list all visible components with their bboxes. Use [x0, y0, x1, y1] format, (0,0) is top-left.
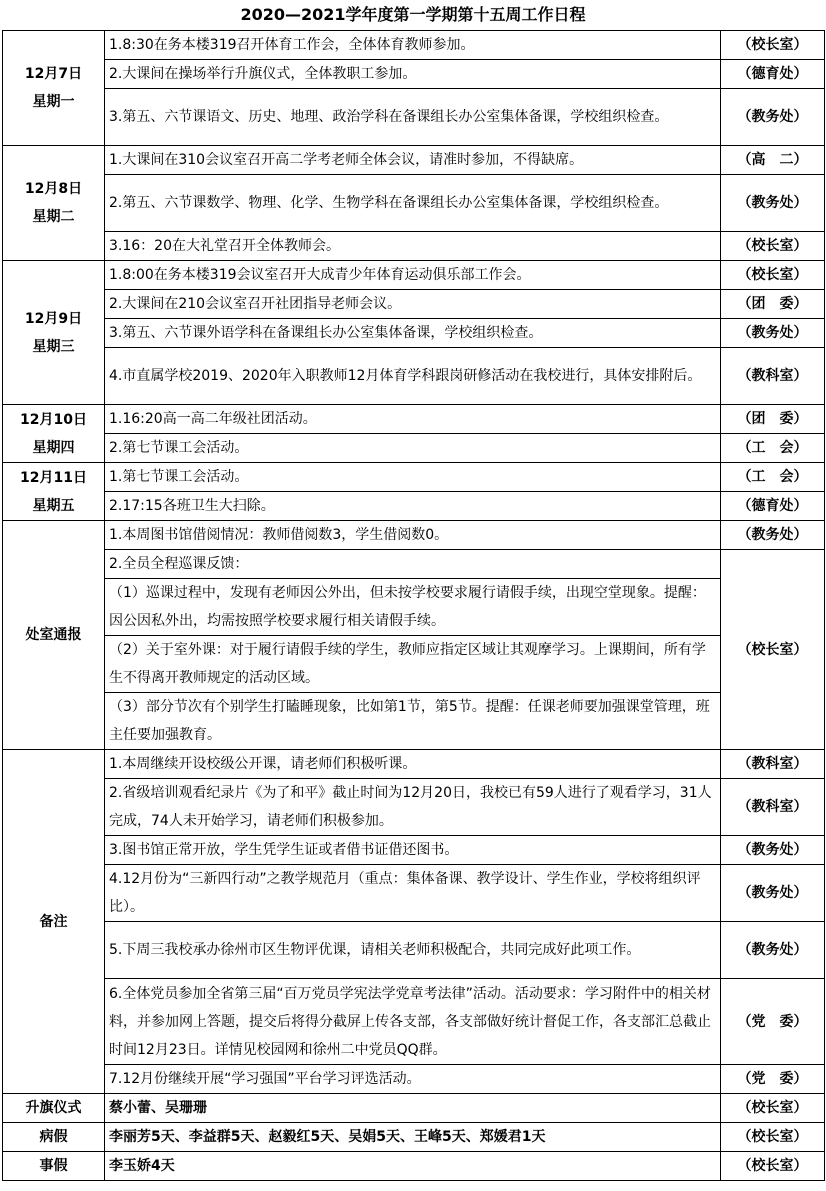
table-row [3, 232, 825, 261]
table-row [3, 89, 825, 146]
schedule-item: 2.大课间在210会议室召开社团指导老师会议。 [105, 290, 721, 319]
table-row [3, 922, 825, 979]
schedule-item: 1.16:20高一高二年级社团活动。 [105, 405, 721, 434]
table-row [3, 1065, 825, 1094]
day-weekday: 星期二 [32, 209, 75, 225]
department-label: （教务处） [721, 175, 825, 232]
department-label: （工 会） [721, 463, 825, 492]
office-report-label: 处室通报 [3, 521, 105, 750]
table-row [3, 1152, 825, 1181]
personal-leave-names: 李玉娇4天 [105, 1152, 721, 1181]
schedule-item: 1.8:00在务本楼319会议室召开大成青少年体育运动俱乐部工作会。 [105, 261, 721, 290]
flag-ceremony-label: 升旗仪式 [3, 1094, 105, 1123]
table-row [3, 175, 825, 232]
note-item: 5.下周三我校承办徐州市区生物评优课，请相关老师积极配合，共同完成好此项工作。 [105, 922, 721, 979]
table-row [3, 319, 825, 348]
department-label: （党 委） [721, 1065, 825, 1094]
note-item: 7.12月份继续开展“学习强国”平台学习评选活动。 [105, 1065, 721, 1094]
department-label: （教务处） [721, 922, 825, 979]
department-label: （团 委） [721, 405, 825, 434]
table-row [3, 979, 825, 1065]
table-row [3, 492, 825, 521]
department-label: （教务处） [721, 865, 825, 922]
table-row [3, 405, 825, 434]
personal-leave-label: 事假 [3, 1152, 105, 1181]
feedback-point: （3）部分节次有个别学生打瞌睡现象，比如第1节，第5节。提醒：任课老师要加强课堂管理，班主任要加强教育。 [105, 693, 721, 750]
department-label: （党 委） [721, 979, 825, 1065]
department-label: （德育处） [721, 60, 825, 89]
day-cell-wednesday [3, 261, 105, 405]
department-label: （教务处） [721, 836, 825, 865]
day-weekday: 星期四 [32, 439, 75, 456]
department-label: （教务处） [721, 319, 825, 348]
table-row [3, 521, 825, 550]
table-row [3, 693, 825, 750]
day-date: 12月9日 [24, 310, 83, 327]
table-row [3, 750, 825, 779]
department-label: （教科室） [721, 348, 825, 405]
department-label: （校长室） [721, 1094, 825, 1123]
department-label: （高 二） [721, 146, 825, 175]
department-label: （团 委） [721, 290, 825, 319]
note-item: 1.本周继续开设校级公开课，请老师们积极听课。 [105, 750, 721, 779]
day-date: 12月8日 [24, 181, 83, 197]
table-row [3, 348, 825, 405]
table-row [3, 1094, 825, 1123]
note-item: 2.省级培训观看纪录片《为了和平》截止时间为12月20日，我校已有59人进行了观看学习，31人完成，74人未开始学习，请老师们积极参加。 [105, 779, 721, 836]
schedule-item: 1.第七节课工会活动。 [105, 463, 721, 492]
table-row [3, 60, 825, 89]
day-weekday: 星期五 [32, 497, 75, 514]
schedule-item: 2.第五、六节课数学、物理、化学、生物学科在备课组长办公室集体备课，学校组织检查。 [105, 175, 721, 232]
department-label: （校长室） [721, 1152, 825, 1181]
department-label: （校长室） [721, 1123, 825, 1152]
day-cell-monday [3, 31, 105, 146]
department-label: （校长室） [721, 550, 825, 750]
day-weekday: 星期一 [32, 94, 75, 110]
department-label: （校长室） [721, 261, 825, 290]
schedule-table [2, 30, 825, 1181]
schedule-item: 2.第七节课工会活动。 [105, 434, 721, 463]
schedule-item: 2.大课间在操场举行升旗仪式，全体教职工参加。 [105, 60, 721, 89]
department-label: （工 会） [721, 434, 825, 463]
table-row [3, 579, 825, 636]
department-label: （教科室） [721, 779, 825, 836]
notes-label: 备注 [3, 750, 105, 1094]
schedule-item: 2.17:15各班卫生大扫除。 [105, 492, 721, 521]
sick-leave-names: 李丽芳5天、李益群5天、赵毅红5天、吴娟5天、王峰5天、郑媛君1天 [105, 1123, 721, 1152]
schedule-item: 3.第五、六节课外语学科在备课组长办公室集体备课，学校组织检查。 [105, 319, 721, 348]
feedback-point: （2）关于室外课：对于履行请假手续的学生，教师应指定区域让其观摩学习。上课期间，所有学生不得离开教师规定的活动区域。 [105, 636, 721, 693]
day-cell-friday [3, 463, 105, 521]
table-row [3, 463, 825, 492]
day-date: 12月10日 [20, 411, 87, 428]
schedule-item: 3.第五、六节课语文、历史、地理、政治学科在备课组长办公室集体备课，学校组织检查。 [105, 89, 721, 146]
schedule-item: 3.16：20在大礼堂召开全体教师会。 [105, 232, 721, 261]
department-label: （校长室） [721, 31, 825, 60]
schedule-item: 1.本周图书馆借阅情况：教师借阅数3，学生借阅数0。 [105, 521, 721, 550]
inspection-feedback-title: 2.全员全程巡课反馈： [105, 550, 721, 579]
table-row [3, 865, 825, 922]
table-row [3, 779, 825, 836]
department-label: （德育处） [721, 492, 825, 521]
page-title: 2020—2021学年度第一学期第十五周工作日程 [240, 5, 586, 24]
table-row [3, 31, 825, 60]
table-row [3, 636, 825, 693]
table-row [3, 836, 825, 865]
schedule-item: 1.大课间在310会议室召开高二学考老师全体会议，请准时参加，不得缺席。 [105, 146, 721, 175]
table-row [3, 290, 825, 319]
table-row [3, 550, 825, 579]
table-row [3, 434, 825, 463]
sick-leave-label: 病假 [3, 1123, 105, 1152]
department-label: （校长室） [721, 232, 825, 261]
day-cell-tuesday [3, 146, 105, 261]
department-label: （教科室） [721, 750, 825, 779]
table-row [3, 146, 825, 175]
note-item: 4.12月份为“三新四行动”之教学规范月（重点：集体备课、教学设计、学生作业，学校将组织评比）。 [105, 865, 721, 922]
table-row [3, 1123, 825, 1152]
day-weekday: 星期三 [32, 338, 75, 355]
feedback-point: （1）巡课过程中，发现有老师因公外出，但未按学校要求履行请假手续，出现空堂现象。提醒：因公因私外出，均需按照学校要求履行相关请假手续。 [105, 579, 721, 636]
schedule-item: 4.市直属学校2019、2020年入职教师12月体育学科跟岗研修活动在我校进行，具体安排附后。 [105, 348, 721, 405]
department-label: （教务处） [721, 89, 825, 146]
table-row [3, 261, 825, 290]
day-date: 12月11日 [20, 469, 87, 486]
day-date: 12月7日 [24, 66, 83, 82]
department-label: （教务处） [721, 521, 825, 550]
note-item: 3.图书馆正常开放，学生凭学生证或者借书证借还图书。 [105, 836, 721, 865]
flag-ceremony-names: 蔡小蕾、吴珊珊 [105, 1094, 721, 1123]
note-item: 6.全体党员参加全省第三届“百万党员学宪法学党章考法律”活动。活动要求：学习附件中的相关材料，并参加网上答题，提交后将得分截屏上传各支部，各支部做好统计督促工作，各支部汇总截止时间12月23日。详情见校园网和徐州二中党员QQ群。 [105, 979, 721, 1065]
day-cell-thursday [3, 405, 105, 463]
schedule-item: 1.8:30在务本楼319召开体育工作会，全体体育教师参加。 [105, 31, 721, 60]
